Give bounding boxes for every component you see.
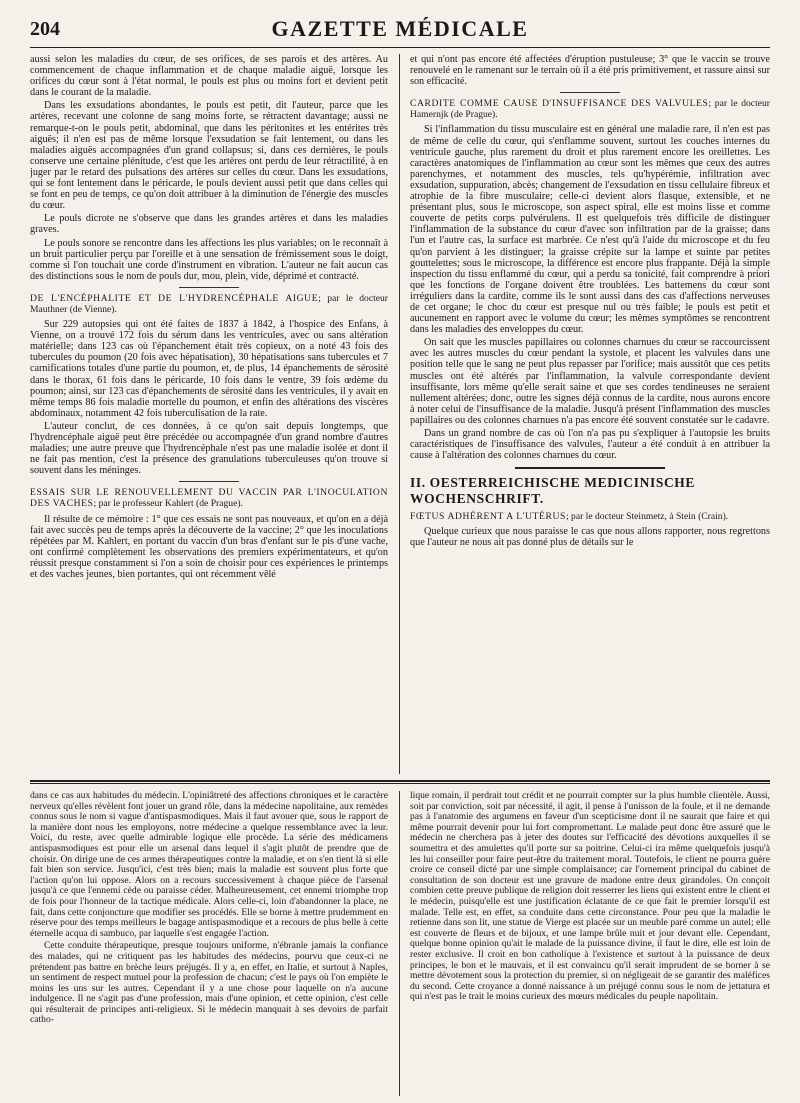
bottom-left-column	[30, 791, 388, 1096]
section-heading	[30, 293, 388, 315]
paragraph: Le pouls dicrote ne s'observe que dans les grandes artères et dans les maladies graves.	[30, 213, 388, 236]
section-divider	[179, 287, 239, 288]
column-divider	[399, 791, 400, 1096]
paragraph: L'auteur conclut, de ces données, à ce qu'on sait depuis longtemps, que l'hydrencéphale aiguë peut être précédée ou accompagnée d'un grand nombre d'autres maladies; une autre preuve que l'hydrencéphale n'est pas une maladie isolée et dont il ne fait pas mention, c'est la présence des granulations tuberculeuses qu'on trouve si souvent dans les méninges.	[30, 420, 388, 477]
paragraph: Quelque curieux que nous paraisse le cas que nous allons rapporter, nous regrettons que l'auteur ne nous ait pas donné plus de détails sur le	[410, 526, 770, 549]
paragraph: On sait que les muscles papillaires ou colonnes charnues du cœur se raccourcissent avec les autres muscles du cœur pendant la systole, et placent les valvules dans une position telle que le sang ne peut plus repasser par l'orifice; mais aussitôt que ces petits muscles ont été altérés par l'inflammation, la valvule correspondante devient insuffisante, lors même qu'elle serait saine et que ses cordes tendineuses ne seraient nullement altérées; donc, outre les signes déjà connus de la cardite, nous aurons encore à noter celui de l'insuffisance de la maladie. Jusqu'à présent l'inflammation des muscles papillaires ou des colonnes charnues n'a pas encore été souvent constatée sur le cadavre.	[410, 337, 770, 426]
top-left-column	[30, 54, 388, 772]
section-title: ESSAIS SUR LE RENOUVELLEMENT DU VACCIN PAR L'INOCULATION DES VACHES	[30, 487, 388, 510]
paragraph: dans ce cas aux habitudes du médecin. L'opiniâtreté des affections chroniques et le caractère nerveux qu'elles révèlent font jouer un grand rôle, dans la médecine napolitaine, aux remèdes connus sous le nom si vague d'antispasmodiques. Mais il faut avouer que, sous le rapport de la manière dont nous les employons, notre médecine a quelque ressemblance avec la leur. Voici, du reste, avec quelle admirable logique elle procède. La série des médicamens antispasmodiques est pour elle un arsenal dans lequel il s'agit plutôt de prendre que de choisir. On dirige une de ces armes thérapeutiques contre la maladie, et on s'en tient là si elle fait bien son service. Jusqu'ici, c'est très bien; mais la maladie est souvent plus forte que l'action qu'on lui oppose. Alors on a recours successivement à chaque pièce de l'arsenal jusqu'à ce que l'ennemi cède ou paraisse céder. Malheureusement, cet ennemi triomphe trop de fois pour l'honneur de la tactique médicale. Alors celle-ci, loin d'abandonner la place, ne fait, dans cette conjoncture que modifier ses procédés. Elle se borne à mettre prudemment en réserve pour des temps meilleurs le bagage antispasmodique et a recours de plus belle à cette éternelle acqua di sambuco, par laquelle s'est engagée l'action.	[30, 791, 388, 939]
paragraph: Cette conduite thérapeutique, presque toujours uniforme, n'ébranle jamais la confiance des malades, qui ne critiquent pas les habitudes des médecins, pourvu que ceux-ci ne prétendent pas battre en brèche leurs préjugés. Il y a, en effet, en Italie, et surtout à Naples, un sentiment de respect mutuel pour la profession de chacun; c'est le pays où l'on empiète le moins les uns sur les autres. Cependant il y a une chose pour laquelle on n'a aucune indulgence. Il ne s'agit pas d'une profession, mais d'une opinion, et cette opinion, c'est celle qui résulterait de principes anti-religieux. Si le médecin manquait à ses devoirs de parfait catho-	[30, 940, 388, 1026]
section-author: ; par le professeur Kahlert (de Prague).	[93, 498, 243, 510]
section-title: FŒTUS ADHÉRENT A L'UTÉRUS	[410, 511, 566, 523]
feuilleton-rule-thin	[30, 783, 770, 784]
section-title: DE L'ENCÉPHALITE ET DE L'HYDRENCÉPHALE AIGUE	[30, 292, 319, 304]
paragraph: lique romain, il perdrait tout crédit et ne pourrait compter sur la plus humble clientèle. Aussi, soit par conviction, soit par nécessité, il agit, il pense à l'unisson de la foule, et il ne demande pas à l'anatomie des argumens en faveur d'un scepticisme dont il ne saurait que faire et qui même pourrait devenir pour lui fort compromettant. Le malade peut donc être assuré que le médecin ne cherchera pas à jeter des doutes sur l'efficacité des dévotions auxquelles il se soumettra et des amulettes qu'il porte sur sa poitrine. Celui-ci ira même quelquefois jusqu'à les lui conseiller pour faire peut-être du traitement moral. Toutefois, le client ne pourra guère croire ce conseil dicté par une simple complaisance; car l'ornement principal du cabinet de consultation de son docteur est une gravure de madone entre deux girandoles. On conçoit combien cette preuve publique de religion doit resserrer les liens qui existent entre le client et le médecin, puisqu'elle est une justification éclatante de ce que fait le premier lorsqu'il est malade. Telle est, en effet, sa conduite dans cette circonstance. Pour peu que la maladie le retienne dans son lit, une statue de Vierge est placée sur un meuble paré comme un autel; elle est couverte de fleurs et de bijoux, et une lampe brûle nuit et jour devant elle. Cependant, quelque bonne opinion qu'ait le malade de la puissance divine, il faut le dire, elle est loin de rester exclusive. Il croit en bon catholique à l'existence et surtout à la puissance de deux principes, le bon et le mauvais, et il est convaincu qu'il serait imprudent de se borner à se mettre dévotement sous la protection du premier, si on négligeait de se garantir des maléfices du second. Cette croyance a donné naissance à un préjugé connu sous le nom de jettatura et qui n'est pas le trait le moins curieux des mœurs médicales du peuple napolitain.	[410, 791, 770, 1003]
paragraph: aussi selon les maladies du cœur, de ses orifices, de ses parois et des artères. Au commencement de chaque inflammation et de chaque maladie aiguë, lorsque les orifices du cœur sont à l'état normal, le pouls est plus ou moins fort et devient petit dans le courant de la maladie.	[30, 54, 388, 99]
section-divider	[560, 92, 620, 93]
header-rule	[30, 47, 770, 48]
feuilleton-rule	[30, 780, 770, 782]
page-number: 204	[30, 18, 60, 40]
section-heading	[30, 487, 388, 509]
paragraph: Sur 229 autopsies qui ont été faites de 1837 à 1842, à l'hospice des Enfans, à Vienne, on a trouvé 172 fois du sérum dans les ventricules, avec ou sans altération matérielle; dans 123 cas où l'épanchement était très copieux, on a noté 43 fois des tubercules du poumon (20 fois avec hépatisation), 30 hépatisations sans tubercules et 7 carnifications totales d'une partie du poumon, et, de plus, 14 épanchements de sérosité dans le thorax, 61 fois dans le péricarde, 10 fois dans le ventre, 39 fois œdème du poumon; ainsi, sur 123 cas d'épanchements de sérosité dans les ventricules, il y avait en même temps 86 fois maladie mortelle du poumon, et enfin des altérations des viscères abdominaux, notamment 42 fois tuberculisation de la rate.	[30, 319, 388, 419]
paragraph: et qui n'ont pas encore été affectées d'éruption pustuleuse; 3° que le vaccin se trouve renouvelé en le ramenant sur le terrain où il a été pris primitivement, et rassure ainsi sur son efficacité.	[410, 54, 770, 88]
paragraph: Il résulte de ce mémoire : 1° que ces essais ne sont pas nouveaux, et qu'on en a déjà fait avec succès peu de temps après la découverte de la vaccine; 2° que les inoculations répétées par M. Kahlert, en portant du vaccin d'un bras d'enfant sur le pis d'une vache, ont confirmé complètement les observations des premiers expérimentateurs, et qu'on réussit presque constamment si l'on a soin de choisir pour ces expériences le printemps et des vaches jeunes, bien portantes, qui ont récemment vêlé	[30, 513, 388, 581]
section-title: CARDITE COMME CAUSE D'INSUFFISANCE DES VALVULES	[410, 98, 709, 110]
page-header	[30, 14, 770, 46]
section-heading	[410, 98, 770, 120]
section-author: ; par le docteur Hamernjk (de Prague).	[410, 98, 770, 121]
section-author: ; par le docteur Mauthner (de Vienne).	[30, 292, 388, 315]
paragraph: Dans un grand nombre de cas où l'on n'a pas pu s'expliquer à l'autopsie les bruits caractéristiques de l'insuffisance des valvules, l'auteur a été conduit à en attribuer la cause à l'altération des colonnes charnues du cœur.	[410, 428, 770, 462]
journal-title: GAZETTE MÉDICALE	[271, 16, 529, 41]
paragraph: Le pouls sonore se rencontre dans les affections les plus variables; on le reconnaît à un bruit particulier perçu par l'oreille et à une sensation de frémissement sous le doigt, comme si l'on touchait une corde d'instrument en vibration. L'auteur ne fait aucun cas des distinctions sous le nom de pouls dur, mou, plein, vide, déprimé et contracté.	[30, 237, 388, 282]
section-divider	[179, 481, 239, 482]
paragraph: Si l'inflammation du tissu musculaire est en général une maladie rare, il n'en est pas de même de celle du cœur, qui s'enflamme souvent, surtout les couches internes du ventricule gauche, plus rarement du droit et plus rarement encore les oreillettes. Les caractères anatomiques de l'inflammation au cœur sont les mêmes que ceux des autres parenchymes, et notamment des muscles, tels qu'hypérémie, infiltration avec exsudation, suppuration, abcès; changement de l'exsudation en tissu cellulaire fibreux et atrophie de la fibre musculaire; celle-ci devient alors flasque, extensible, et ne présentant plus, sous le microscope, son aspect spiral, elle est moins lisse et comme couverte de petits corps pulvérulens. Il est quelquefois très difficile de distinguer l'inflammation de la substance du cœur d'avec son infiltration par de la graisse; dans l'un et l'autre cas, la surface est marbrée. Ce n'est qu'à l'aide du microscope et du feu qu'on parvient à les distinguer; la graisse crépite sur la lampe et suinte par petites gouttelettes; sous le microscope, la différence est encore plus frappante. Déjà la simple inspection du tissu enflammé du cœur, qui a perdu sa tonicité, fait comprendre à priori que les fonctions de l'organe doivent être troublées. Les battemens du cœur sont irréguliers dans la cardite, comme ils le sont aussi dans des cas d'affections nerveuses de cet organe; le choc du cœur est presque nul ou très faible; le pouls est petit et aucunement en rapport avec le volume du cœur; les mêmes symptômes se rencontrent dans les maladies des enveloppes du cœur.	[410, 124, 770, 336]
column-divider	[399, 54, 400, 774]
journal-section-heading: II. OESTERREICHISCHE MEDICINISCHE WOCHENSCHRIFT.	[410, 475, 695, 507]
section-heading	[410, 511, 770, 522]
section-divider	[515, 467, 665, 469]
top-right-column	[410, 54, 770, 772]
bottom-right-column	[410, 791, 770, 1096]
section-author: ; par le docteur Steinmetz, à Stein (Crain).	[565, 511, 729, 523]
paragraph: Dans les exsudations abondantes, le pouls est petit, dit l'auteur, parce que les artères, recevant une colonne de sang moins forte, se rétractent davantage; aussi ne remarque-t-on le pouls petit, abdominal, que dans les péritonites et les entérites très aiguës; il n'en est pas de même lorsque l'exsudation se fait lentement, ou dans les maladies aiguës accompagnées d'un grand collapsus; si, dans ces dernières, le pouls conserve une certaine plénitude, c'est que les artères ont perdu de leur rétractilité, à en juger par le retard des pulsations des artères sur celles du cœur. Dans les exsudations, qui se font lentement dans le péricarde, le pouls devient aussi petit que dans celles qui se font en peu de temps, ce qu'on doit attribuer à la diminution de l'énergie des muscles du cœur.	[30, 100, 388, 212]
